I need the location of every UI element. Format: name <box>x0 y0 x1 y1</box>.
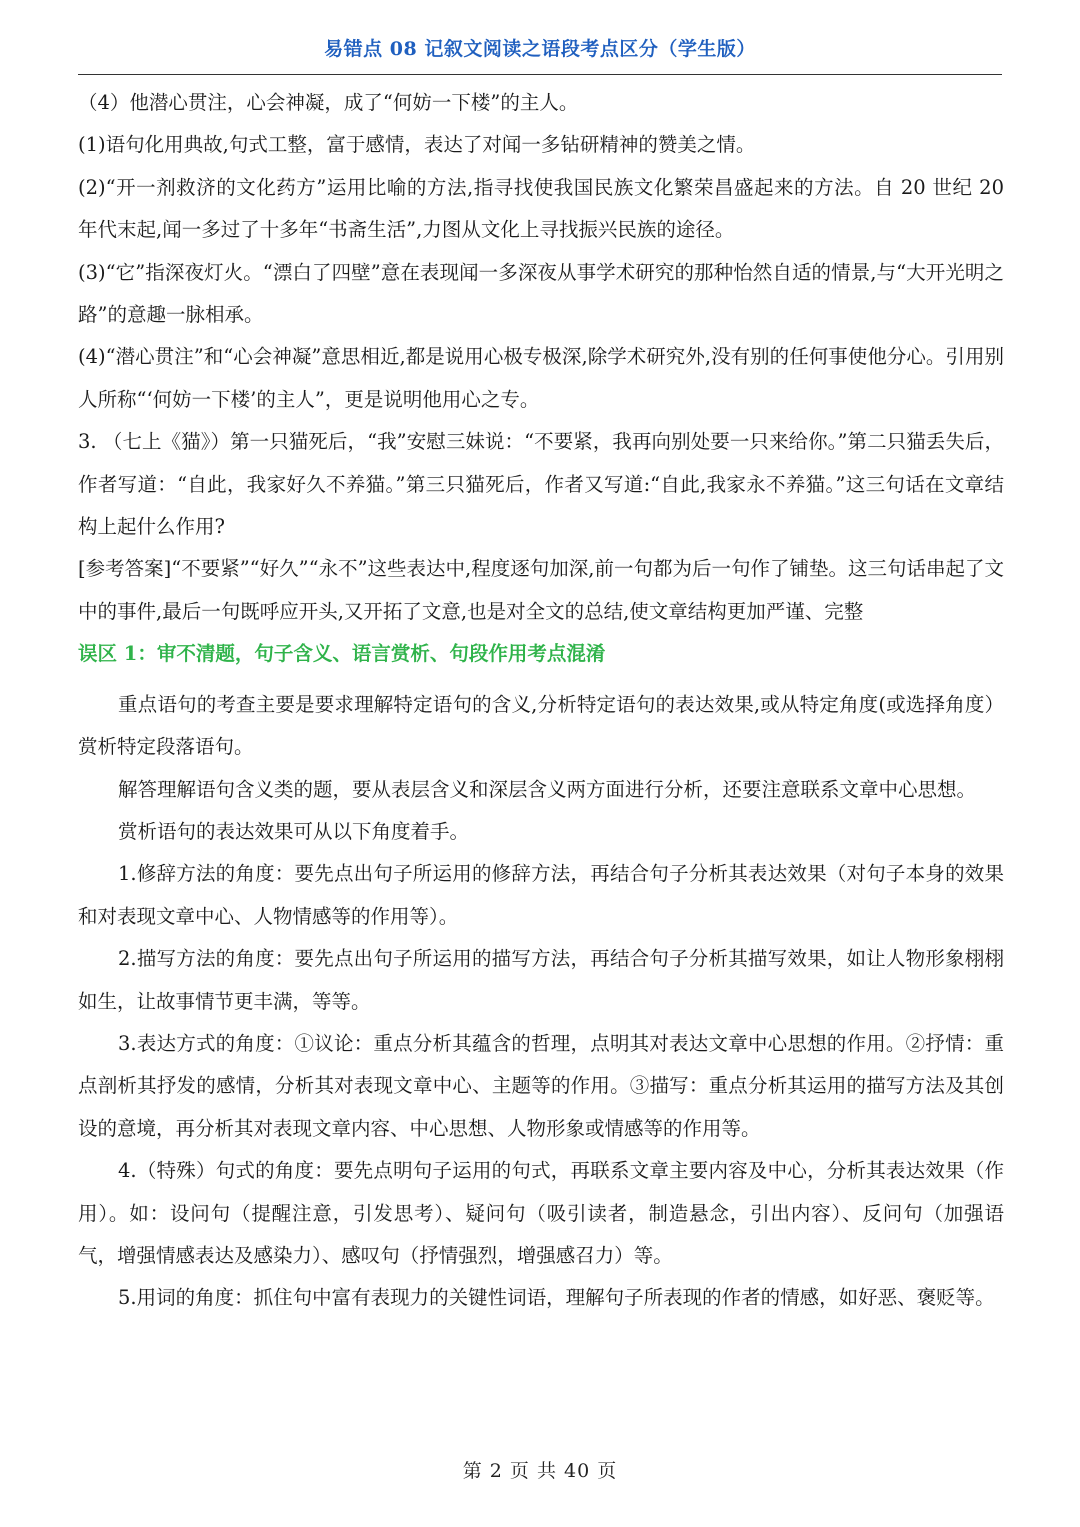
answer-item-2: (2)“开一剂救济的文化药方”运用比喻的方法,指寻找使我国民族文化繁荣昌盛起来的方法。自 20 世纪 20 年代末起,闻一多过了十多年“书斋生活”,力图从文化上寻找振兴民族的途径。 <box>78 175 1004 242</box>
page-number: 第 2 页 共 40 页 <box>462 1460 618 1482</box>
answer-item-1: (1)语句化用典故,句式工整，富于感情，表达了对闻一多钻研精神的赞美之情。 <box>78 133 756 157</box>
body-paragraph-sentence-type: 4.（特殊）句式的角度：要先点明句子运用的句式，再联系文章主要内容及中心，分析其表达效果（作用）。如：设问句（提醒注意，引发思考）、疑问句（吸引读者，制造悬念，引出内容）、反问句（加强语气，增强情感表达及感染力）、感叹句（抒情强烈，增强感召力）等。 <box>78 1159 1004 1267</box>
body-paragraph-description: 2.描写方法的角度：要先点出句子所运用的描写方法，再结合句子分析其描写效果，如让人物形象栩栩如生，让故事情节更丰满，等等。 <box>78 947 1004 1013</box>
body-paragraph-rhetoric: 1.修辞方法的角度：要先点出句子所运用的修辞方法，再结合句子分析其表达效果（对句子本身的效果和对表现文章中心、人物情感等的作用等）。 <box>78 862 1004 928</box>
body-paragraph-effect: 赏析语句的表达效果可从以下角度着手。 <box>118 819 470 843</box>
page-footer <box>0 1456 1080 1483</box>
document-body <box>78 82 1004 1320</box>
page-header <box>78 30 1002 75</box>
answer-item-4: (4)“潜心贯注”和“心会神凝”意思相近,都是说用心极专极深,除学术研究外,没有别的任何事使他分心。引用别人所称“‘何妨一下楼’的主人”，更是说明他用心之专。 <box>78 345 1004 411</box>
document-title: 易错点 08 记叙文阅读之语段考点区分（学生版） <box>324 38 756 60</box>
answer-line-4-quote: （4）他潜心贯注，心会神凝，成了“何妨一下楼”的主人。 <box>78 91 579 114</box>
section-heading: 误区 1：审不清题，句子含义、语言赏析、句段作用考点混淆 <box>78 642 606 666</box>
question-3: 3. （七上《猫》）第一只猫死后，“我”安慰三妹说：“不要紧，我再向别处要一只来给你。”第二只猫丢失后，作者写道：“自此，我家好久不养猫。”第三只猫死后，作者又写道:“自此,我家永不养猫。”这三句话在文章结构上起什么作用? <box>78 430 1004 539</box>
answer-item-3: (3)“它”指深夜灯火。“漂白了四壁”意在表现闻一多深夜从事学术研究的那种怡然自适的情景,与“大开光明之路”的意趣一脉相承。 <box>78 260 1004 327</box>
body-paragraph-expression: 3.表达方式的角度：①议论：重点分析其蕴含的哲理，点明其对表达文章中心思想的作用。②抒情：重点剖析其抒发的感情，分析其对表现文章中心、主题等的作用。③描写：重点分析其运用的描写方法及其创设的意境，再分析其对表现文章内容、中心思想、人物形象或情感等的作用等。 <box>78 1031 1004 1140</box>
body-paragraph-word-choice: 5.用词的角度：抓住句中富有表现力的关键性词语，理解句子所表现的作者的情感，如好恶、褒贬等。 <box>118 1286 995 1310</box>
body-paragraph-meaning: 解答理解语句含义类的题，要从表层含义和深层含义两方面进行分析，还要注意联系文章中心思想。 <box>118 777 977 801</box>
body-paragraph-intro: 重点语句的考查主要是要求理解特定语句的含义,分析特定语句的表达效果,或从特定角度(或选择角度）赏析特定段落语句。 <box>78 692 1004 759</box>
reference-answer: [参考答案]“不要紧”“好久”“永不”这些表达中,程度逐句加深,前一句都为后一句作了铺垫。这三句话串起了文中的事件,最后一句既呼应开头,又开拓了文意,也是对全文的总结,使文章结构更加严谨、完整 <box>78 557 1004 623</box>
